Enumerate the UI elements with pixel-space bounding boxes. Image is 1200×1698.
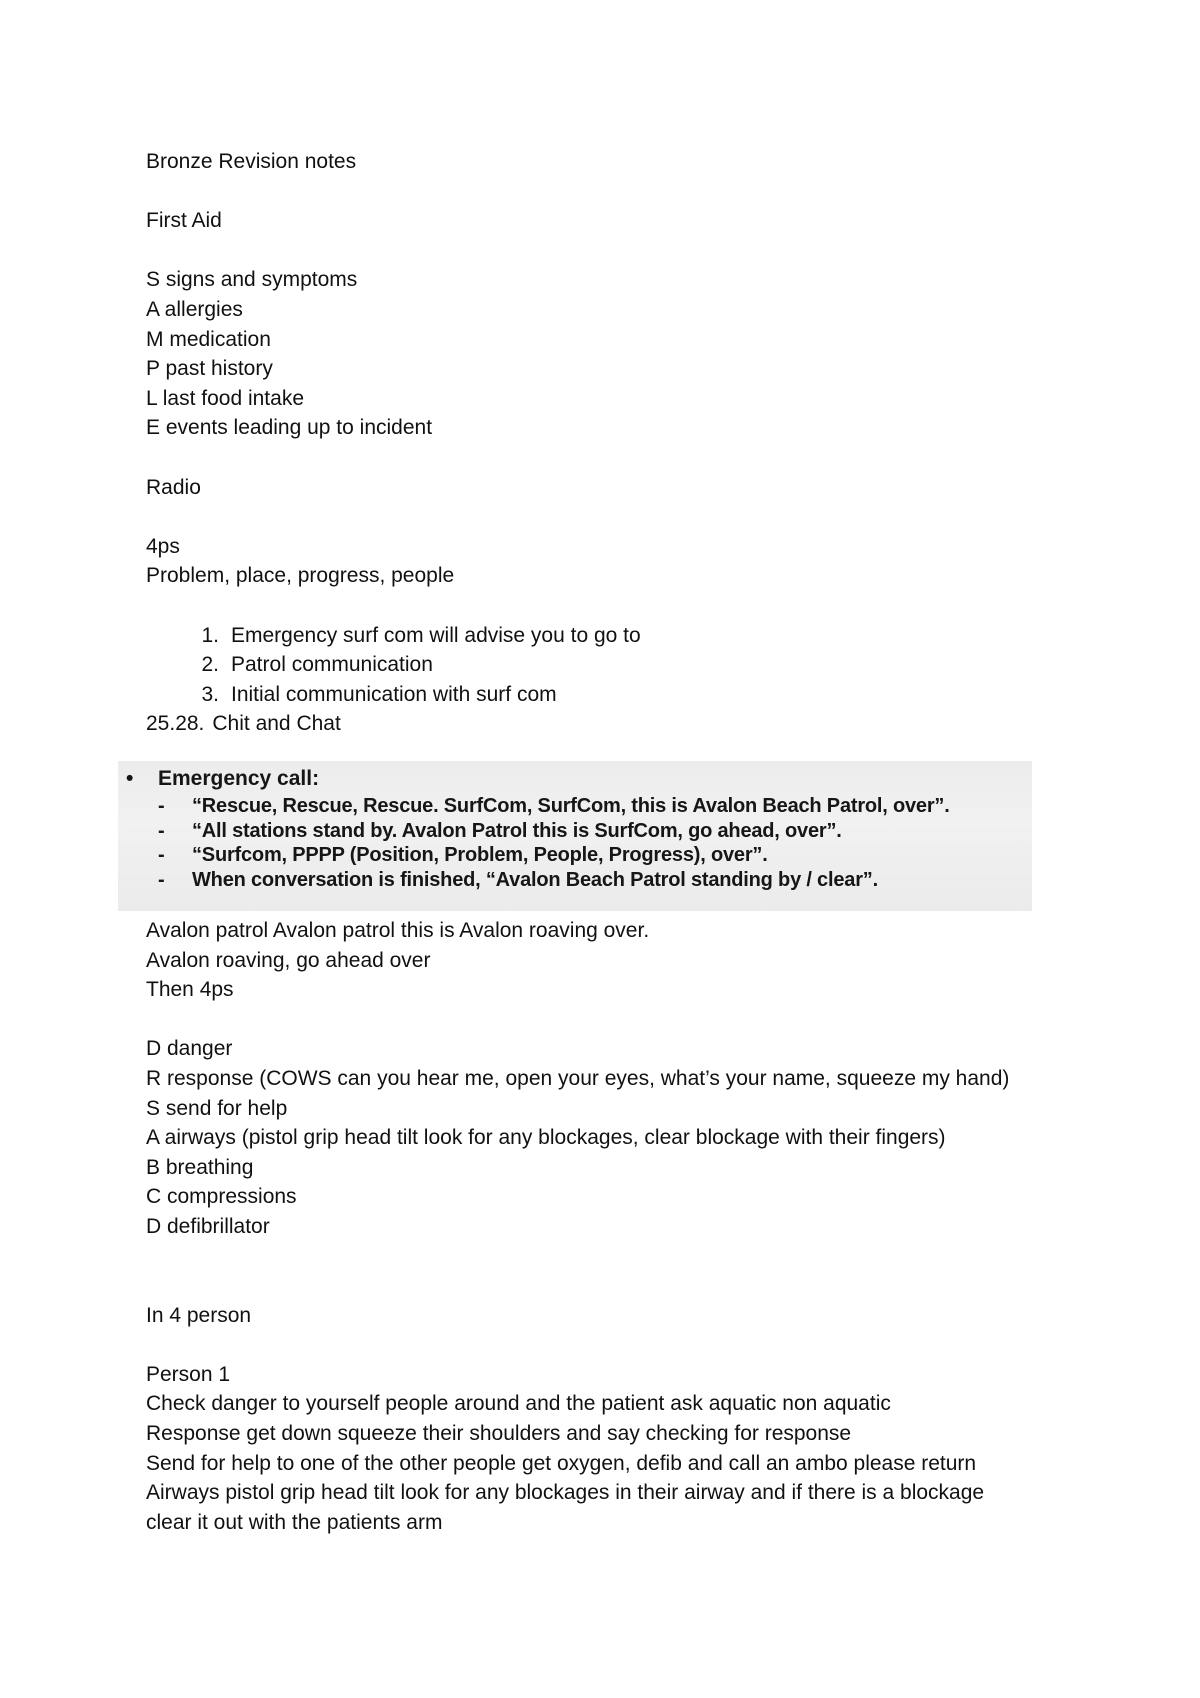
person-1-steps xyxy=(146,1389,1076,1537)
numbered-list xyxy=(146,621,1066,739)
item-text: Patrol communication xyxy=(231,653,433,677)
numbered-item xyxy=(183,650,1066,680)
emergency-call-item xyxy=(158,868,950,893)
item-text: Initial communication with surf com xyxy=(231,682,557,706)
sample-item: E events leading up to incident xyxy=(146,416,433,440)
person-1-step: Response get down squeeze their shoulders and say checking for response xyxy=(146,1421,852,1445)
emergency-call-list xyxy=(158,794,950,892)
call-text: “All stations stand by. Avalon Patrol this is SurfCom, go ahead, over”. xyxy=(192,819,842,842)
section-heading-radio: Radio xyxy=(146,475,201,499)
dash-icon: - xyxy=(158,868,165,891)
in-4-person-heading: In 4 person xyxy=(146,1303,252,1327)
document-body xyxy=(146,147,1066,739)
drsabcd-item: D danger xyxy=(146,1037,233,1061)
item-number: 25.28. xyxy=(146,712,205,736)
emergency-call-label: Emergency call: xyxy=(158,767,320,790)
fourps-text: Problem, place, progress, people xyxy=(146,564,455,588)
numbered-item xyxy=(183,680,1066,710)
drsabcd-item: S send for help xyxy=(146,1096,288,1120)
drsabcd-list xyxy=(146,1034,1076,1241)
item-text: Emergency surf com will advise you to go to xyxy=(231,623,641,647)
person-1-step: Send for help to one of the other people get oxygen, defib and call an ambo please return xyxy=(146,1451,977,1475)
dash-icon: - xyxy=(158,795,165,817)
numbered-item xyxy=(183,621,1066,651)
fourps-heading: 4ps xyxy=(146,534,180,558)
person-1-step: Airways pistol grip head tilt look for any blockages in their airway and if there is a blockage xyxy=(146,1481,985,1505)
item-number: 2. xyxy=(201,653,219,677)
dash-icon: - xyxy=(158,819,165,842)
patrol-line: Avalon patrol Avalon patrol this is Avalon roaving over. xyxy=(146,919,650,942)
drsabcd-item: C compressions xyxy=(146,1185,297,1209)
emergency-call-heading xyxy=(126,767,319,791)
item-number: 3. xyxy=(201,682,219,706)
sample-item: L last food intake xyxy=(146,386,304,410)
drsabcd-item: D defibrillator xyxy=(146,1214,270,1238)
sample-list xyxy=(146,265,1066,443)
patrol-line: Avalon roaving, go ahead over xyxy=(146,948,431,972)
item-text: Chit and Chat xyxy=(212,712,341,736)
call-text: When conversation is finished, “Avalon Beach Patrol standing by / clear”. xyxy=(192,868,878,891)
emergency-call-item xyxy=(158,819,950,844)
call-text: “Surfcom, PPPP (Position, Problem, People, Progress), over”. xyxy=(192,844,768,866)
emergency-call-item xyxy=(158,843,950,868)
drsabcd-item: B breathing xyxy=(146,1155,254,1179)
document-title: Bronze Revision notes xyxy=(146,150,357,173)
emergency-call-item xyxy=(158,794,950,819)
document-body-lower xyxy=(146,916,1076,1537)
bullet-icon: • xyxy=(126,767,134,790)
sample-item: S signs and symptoms xyxy=(146,268,358,292)
section-heading-first-aid: First Aid xyxy=(146,209,222,233)
person-1-step: clear it out with the patients arm xyxy=(146,1510,443,1534)
drsabcd-item: R response (COWS can you hear me, open your eyes, what’s your name, squeeze my hand) xyxy=(146,1066,1010,1090)
sample-item: M medication xyxy=(146,327,271,351)
dash-icon: - xyxy=(158,844,165,866)
person-1-step: Check danger to yourself people around and the patient ask aquatic non aquatic xyxy=(146,1392,891,1416)
item-number: 1. xyxy=(201,623,219,647)
numbered-item xyxy=(146,709,1066,739)
sample-item: P past history xyxy=(146,357,273,381)
call-text: “Rescue, Rescue, Rescue. SurfCom, SurfCom, this is Avalon Beach Patrol, over”. xyxy=(192,795,950,817)
scanned-emergency-call-image xyxy=(118,761,1032,911)
drsabcd-item: A airways (pistol grip head tilt look for any blockages, clear blockage with their fingers) xyxy=(146,1126,946,1150)
person-1-heading: Person 1 xyxy=(146,1362,231,1386)
sample-item: A allergies xyxy=(146,297,243,321)
patrol-line: Then 4ps xyxy=(146,978,234,1002)
